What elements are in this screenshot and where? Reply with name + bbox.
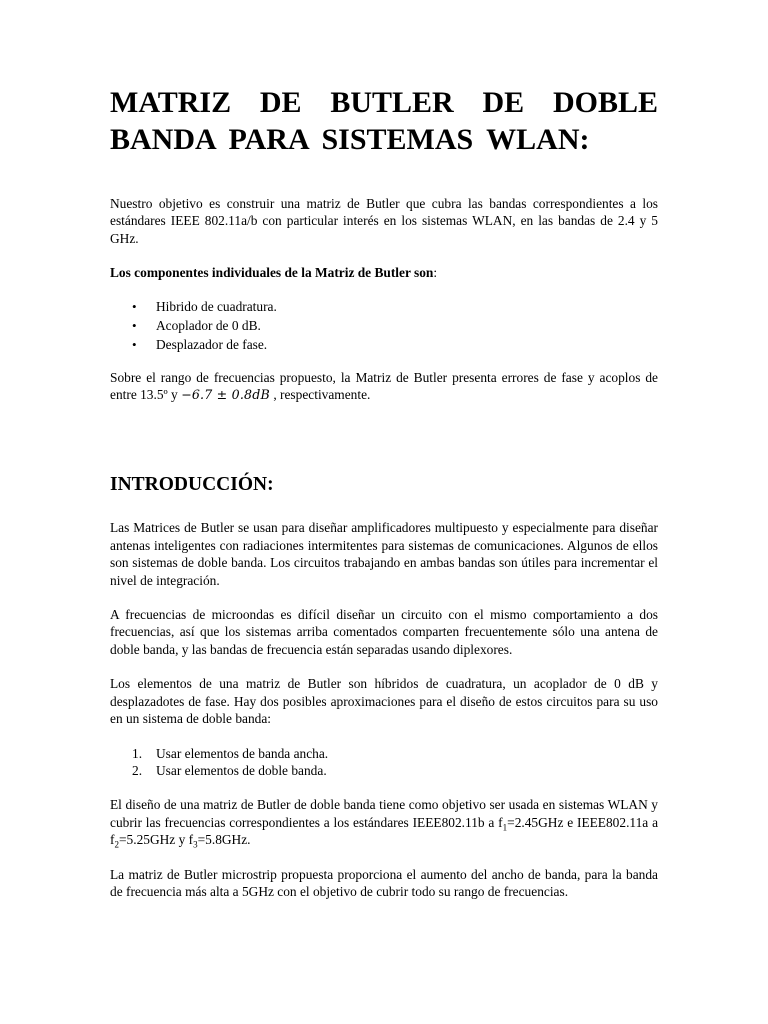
bullet-icon: • (132, 317, 137, 333)
freq-subscript-1: 1 (502, 822, 508, 833)
final-paragraph: La matriz de Butler microstrip propuesta proporciona el aumento del ancho de banda, para la banda de frecuencia más alta a 5GHz con el objetivo de cubrir todo su rango de frecuencias. (110, 866, 658, 899)
coupling-formula: −6.7 ± 0.8dB (181, 387, 270, 403)
introduction-heading: INTRODUCCIÓN: (110, 474, 274, 496)
list-item-text: Acoplador de 0 dB. (156, 317, 261, 333)
list-number: 1. (132, 745, 143, 761)
approaches-list (110, 745, 658, 780)
design-text-before: El diseño de una matriz de Butler de doble banda tiene como objetivo ser usada en sistemas WLAN y cubrir las frecuencias correspondientes a los estándares IEEE802.11b a f (110, 797, 658, 830)
document-page (110, 84, 658, 900)
components-heading-colon: : (433, 265, 438, 281)
document-title (110, 84, 658, 158)
list-item (110, 745, 658, 762)
intro-paragraph-3: Los elementos de una matriz de Butler son híbridos de cuadratura, un acoplador de 0 dB y desplazadotes de fase. Hay dos posibles aproximaciones para el diseño de estos circuitos para su uso en un sistema de doble banda: (110, 676, 658, 727)
design-paragraph (110, 796, 658, 848)
list-item (110, 316, 658, 335)
list-item-text: Hibrido de cuadratura. (156, 298, 277, 314)
bullet-icon: • (132, 298, 137, 314)
list-item (110, 335, 658, 354)
components-heading (110, 264, 658, 281)
title-line-1: MATRIZ DE BUTLER DE DOBLE (110, 86, 658, 119)
freq-subscript-3: 3 (193, 839, 198, 850)
range-text-before: Sobre el rango de frecuencias propuesto, la Matriz de Butler presenta errores de fase y acoplos de entre 13.5º y (110, 369, 658, 403)
list-item (110, 297, 658, 316)
intro-paragraph-2: A frecuencias de microondas es difícil diseñar un circuito con el mismo comportamiento a dos frecuencias, así que los sistemas arriba comentados comparten frecuentemente sólo una antena de doble banda, y las bandas de frecuencia están separadas usando diplexores. (110, 607, 658, 657)
objective-paragraph: Nuestro objetivo es construir una matriz de Butler que cubra las bandas correspondientes a los estándares IEEE 802.11a/b con particular interés en los sistemas WLAN, en las bandas de 2.4 y 5 GHz. (110, 196, 658, 246)
components-list (110, 297, 658, 354)
design-text-mid-2: =5.25GHz y f (118, 832, 194, 848)
design-text-after: =5.8GHz. (197, 832, 251, 848)
components-heading-text: Los componentes individuales de la Matriz de Butler son (110, 265, 434, 281)
design-text-mid-1: =2.45GHz e IEEE802.11a a f (110, 814, 659, 848)
list-item-text: Usar elementos de banda ancha. (156, 745, 329, 761)
title-line-2: BANDA PARA SISTEMAS WLAN: (110, 123, 590, 156)
bullet-icon: • (132, 336, 137, 352)
range-text-after: , respectivamente. (269, 387, 371, 403)
intro-paragraph-1: Las Matrices de Butler se usan para diseñar amplificadores multipuesto y especialmente para diseñar antenas inteligentes con radiaciones intermitentes para sistemas de comunicaciones. Algunos de ellos son sistemas de doble banda. Los circuitos trabajando en ambas bandas son útiles para incrementar el nivel de integración. (110, 520, 658, 588)
list-item (110, 762, 658, 779)
list-item-text: Desplazador de fase. (156, 336, 268, 352)
list-number: 2. (132, 762, 143, 778)
list-item-text: Usar elementos de doble banda. (156, 762, 327, 778)
range-paragraph (110, 369, 658, 404)
freq-subscript-2: 2 (114, 839, 119, 850)
